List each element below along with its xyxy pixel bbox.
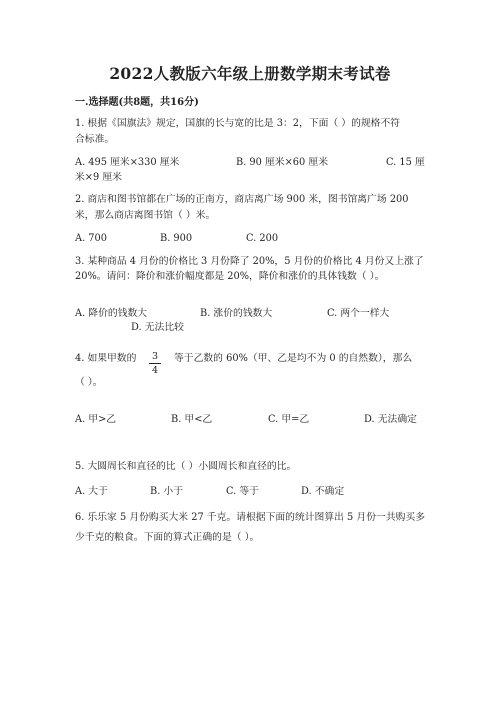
question-4-option-a[interactable]: A. 甲>乙 — [75, 414, 117, 425]
question-1-option-c-continued: 米×9 厘米 — [75, 172, 122, 183]
question-3-line-1: 3. 某种商品 4 月份的价格比 3 月份降了 20%，5 月份的价格比 4 月份又上涨了 — [75, 256, 424, 267]
question-3-line-2: 20%。请问：降价和涨价幅度都是 20%，降价和涨价的具体钱数（ ）。 — [75, 271, 385, 282]
question-4-prefix: 4. 如果甲数的 — [75, 353, 137, 364]
question-5-option-a[interactable]: A. 大于 — [75, 486, 108, 497]
page-title: 2022人教版六年级上册数学期末考试卷 — [109, 64, 391, 83]
question-1-option-a[interactable]: A. 495 厘米×330 厘米 — [75, 157, 180, 168]
fraction-numerator: 3 — [149, 351, 161, 364]
question-3-option-c[interactable]: C. 两个一样大 — [327, 308, 390, 319]
question-4-line-2: （ ）。 — [75, 377, 103, 388]
question-5-option-d[interactable]: D. 不确定 — [301, 486, 345, 497]
question-5-option-c[interactable]: C. 等于 — [226, 486, 259, 497]
question-4-suffix: 等于乙数的 60%（甲、乙是均不为 0 的自然数），那么 — [174, 353, 413, 364]
fraction-three-quarters — [149, 351, 161, 376]
question-2-option-a[interactable]: A. 700 — [75, 233, 108, 244]
question-2-option-b[interactable]: B. 900 — [160, 233, 193, 244]
section-heading: 一.选择题(共8题，共16分) — [75, 97, 199, 108]
question-1-option-b[interactable]: B. 90 厘米×60 厘米 — [236, 157, 328, 168]
question-2-line-2: 米，那么商店离图书馆（ ）米。 — [75, 210, 216, 221]
question-3-option-d[interactable]: D. 无法比较 — [131, 322, 184, 333]
question-3-option-a[interactable]: A. 降价的钱数大 — [75, 308, 148, 319]
question-5-option-b[interactable]: B. 小于 — [150, 486, 184, 497]
question-1-line-2: 合标准。 — [75, 134, 115, 145]
question-5-line-1: 5. 大圆周长和直径的比（ ）小圆周长和直径的比。 — [75, 461, 297, 472]
question-3-option-b[interactable]: B. 涨价的钱数大 — [200, 308, 273, 319]
question-4-option-d[interactable]: D. 无法确定 — [364, 414, 417, 425]
question-6-line-1: 6. 乐乐家 5 月份购买大米 27 千克。请根据下面的统计图算出 5 月份一共购买多 — [75, 512, 425, 523]
question-1-line-1: 1. 根据《国旗法》规定，国旗的长与宽的比是 3：2，下面（ ）的规格不符 — [75, 118, 401, 129]
fraction-denominator: 4 — [151, 365, 159, 376]
question-1-option-c[interactable]: C. 15 厘 — [386, 157, 425, 168]
question-2-line-1: 2. 商店和图书馆都在广场的正南方，商店离广场 900 米，图书馆离广场 200 — [75, 194, 409, 205]
question-2-option-c[interactable]: C. 200 — [246, 233, 279, 244]
question-4-option-c[interactable]: C. 甲=乙 — [268, 414, 310, 425]
question-6-line-2: 少千克的粮食。下面的算式正确的是（ ）。 — [75, 532, 260, 543]
question-4-option-b[interactable]: B. 甲<乙 — [171, 414, 213, 425]
